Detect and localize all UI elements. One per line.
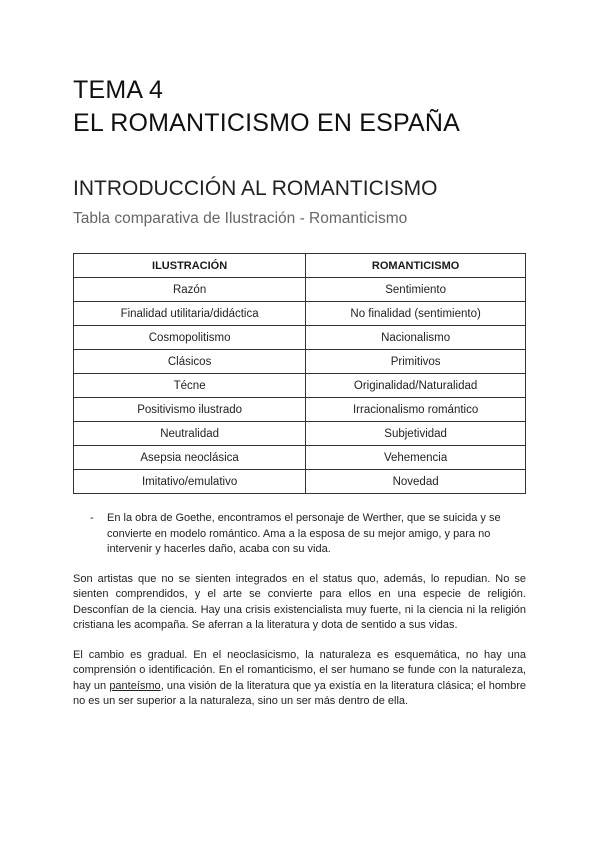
bullet-text: En la obra de Goethe, encontramos el personaje de Werther, que se suicida y se convierte en modelo romántico. Ama a la esposa de su mejor amigo, y para no intervenir y hacerles daño, acaba con su vida. <box>107 512 501 555</box>
table-row <box>74 422 526 446</box>
section-heading: INTRODUCCIÓN AL ROMANTICISMO <box>73 177 438 200</box>
table-cell: Neutralidad <box>74 422 306 446</box>
header-romanticismo: ROMANTICISMO <box>306 254 526 278</box>
table-cell: Finalidad utilitaria/didáctica <box>74 302 306 326</box>
paragraph-2-start: El cambio es gradual. En el neoclasicismo, la naturaleza es esquemática, no hay una comprensión o identificación. En el romanticismo, el ser humano se funde con la naturaleza, hay un <box>73 648 526 692</box>
table-cell: No finalidad (sentimiento) <box>306 302 526 326</box>
comparison-table <box>73 253 526 494</box>
paragraph-2 <box>73 648 526 710</box>
table-cell: Originalidad/Naturalidad <box>306 374 526 398</box>
paragraph-2-end: , una visión de la literatura que ya existía en la literatura clásica; el hombre no es un ser superior a la naturaleza, sino un ser más dentro de ella. <box>73 679 526 707</box>
bullet-marker: - <box>90 512 94 524</box>
table-cell: Imitativo/emulativo <box>74 470 306 494</box>
underlined-term: panteísmo <box>109 679 161 692</box>
table-cell: Asepsia neoclásica <box>74 446 306 470</box>
table-cell: Positivismo ilustrado <box>74 398 306 422</box>
table-row <box>74 326 526 350</box>
table-cell: Vehemencia <box>306 446 526 470</box>
table-cell: Clásicos <box>74 350 306 374</box>
table-row <box>74 278 526 302</box>
table-cell: Técne <box>74 374 306 398</box>
paragraph-1: Son artistas que no se sienten integrados en el status quo, además, lo repudian. No se sienten comprendidos, y el arte se convierte para ellos en una especie de religión. Desconfían de la ciencia. Hay una crisis existencialista muy fuerte, ni la ciencia ni la religión cristiana les acompaña. Se aferran a la literatura y dota de sentido a sus vidas. <box>73 572 526 631</box>
table-cell: Primitivos <box>306 350 526 374</box>
table-row <box>74 350 526 374</box>
table-cell: Sentimiento <box>306 278 526 302</box>
table-cell: Irracionalismo romántico <box>306 398 526 422</box>
table-row <box>74 446 526 470</box>
tema-label: TEMA 4 <box>73 76 164 104</box>
document-page <box>73 74 526 710</box>
bullet-item <box>73 511 526 558</box>
table-cell: Cosmopolitismo <box>74 326 306 350</box>
table-row <box>74 374 526 398</box>
document-title: EL ROMANTICISMO EN ESPAÑA <box>73 109 461 137</box>
table-cell: Nacionalismo <box>306 326 526 350</box>
table-header-row <box>74 254 526 278</box>
table-row <box>74 470 526 494</box>
table-cell: Razón <box>74 278 306 302</box>
table-row <box>74 398 526 422</box>
header-ilustracion: ILUSTRACIÓN <box>74 254 306 278</box>
table-cell: Subjetividad <box>306 422 526 446</box>
table-row <box>74 302 526 326</box>
table-cell: Novedad <box>306 470 526 494</box>
section-subheading: Tabla comparativa de Ilustración - Romanticismo <box>73 210 408 227</box>
